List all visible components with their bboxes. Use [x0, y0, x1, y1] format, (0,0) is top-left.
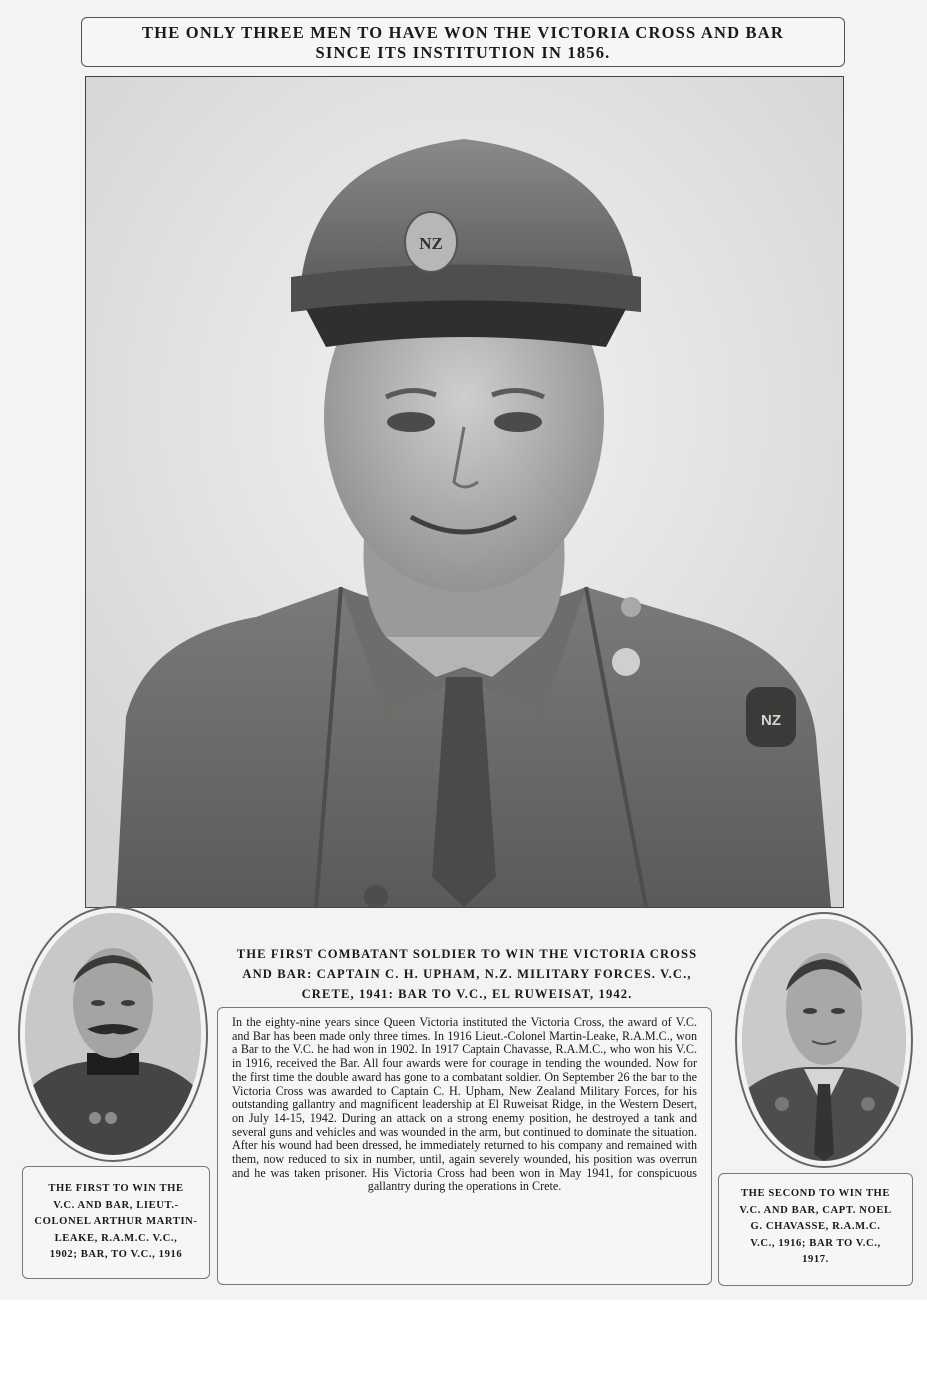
caption-martin-leake-line-5: 1902; BAR, TO V.C., 1916: [49, 1249, 183, 1260]
portrait-upham: [85, 76, 844, 908]
portrait-chavasse-frame: [735, 912, 913, 1168]
portrait-caption-line-2: AND BAR: CAPTAIN C. H. UPHAM, N.Z. MILITARY FORCES. V.C.,: [242, 967, 692, 981]
caption-chavasse-line-5: 1917.: [802, 1254, 829, 1265]
caption-chavasse-line-1: THE SECOND TO WIN THE: [741, 1188, 890, 1199]
portrait-martin-leake-drawing: [25, 913, 201, 1155]
headline-line-2: SINCE ITS INSTITUTION IN 1856.: [315, 43, 611, 62]
article-text-box: [217, 1007, 712, 1285]
page-headline: [81, 17, 845, 67]
caption-chavasse-line-2: V.C. AND BAR, CAPT. NOEL: [739, 1204, 892, 1216]
portrait-caption-line-3: CRETE, 1941: BAR TO V.C., EL RUWEISAT, 1942.: [301, 987, 633, 1001]
caption-martin-leake-line-1: THE FIRST TO WIN THE: [48, 1183, 184, 1194]
caption-martin-leake-line-2: V.C. AND BAR, LIEUT.-: [53, 1199, 179, 1211]
portrait-chavasse-drawing: [742, 919, 906, 1161]
caption-chavasse: [718, 1173, 913, 1286]
caption-chavasse-line-3: G. CHAVASSE, R.A.M.C.: [750, 1221, 881, 1232]
portrait-caption-line-1: THE FIRST COMBATANT SOLDIER TO WIN THE VICTORIA CROSS: [236, 947, 698, 961]
caption-martin-leake-line-3: COLONEL ARTHUR MARTIN-: [34, 1216, 198, 1227]
article-body: In the eighty-nine years since Queen Victoria instituted the Victoria Cross, the award of V.C. and Bar has been made only three times. In 1916 Lieut.-Colonel Martin-Leake, R.A.M.C., won a Bar to the V.C. he had won in 1902. In 1917 Captain Chavasse, R.A.M.C., who won his V.C. in 1916, received the Bar. All four awards were for courage in tending the wounded. Now for the first time the double award has gone to a combatant soldier. On September 26 the bar to the Victoria Cross was awarded to Captain C. H. Upham, New Zealand Military Forces, for his outstanding gallantry and magnificent leadership at El Ruweisat Ridge, in the Western Desert, on July 14-15, 1942. During an attack on a strong enemy position, he destroyed a tank and several guns and vehicles and was wounded in the arm, but continued to dominate the situation. After his wound had been dressed, he immediately returned to his company and remained with them, now reduced to six in number, until, again severely wounded, his position was overrun and he was taken prisoner. His Victoria Cross had been won in May 1941, for conspicuous gallantry during the operations in Crete.: [232, 1015, 697, 1194]
portrait-caption: [210, 944, 724, 1004]
caption-martin-leake: [22, 1166, 210, 1279]
portrait-martin-leake: [25, 913, 201, 1155]
portrait-chavasse: [742, 919, 906, 1161]
page-footer-margin: [0, 1300, 927, 1390]
caption-chavasse-line-4: V.C., 1916; BAR TO V.C.,: [750, 1237, 881, 1249]
portrait-martin-leake-frame: [18, 906, 208, 1162]
cap-badge-label: NZ: [419, 234, 443, 253]
caption-martin-leake-line-4: LEAKE, R.A.M.C. V.C.,: [54, 1232, 178, 1244]
portrait-upham-drawing: [86, 77, 843, 907]
shoulder-title-label: NZ: [761, 712, 781, 729]
headline-line-1: THE ONLY THREE MEN TO HAVE WON THE VICTORIA CROSS AND BAR: [142, 23, 784, 42]
